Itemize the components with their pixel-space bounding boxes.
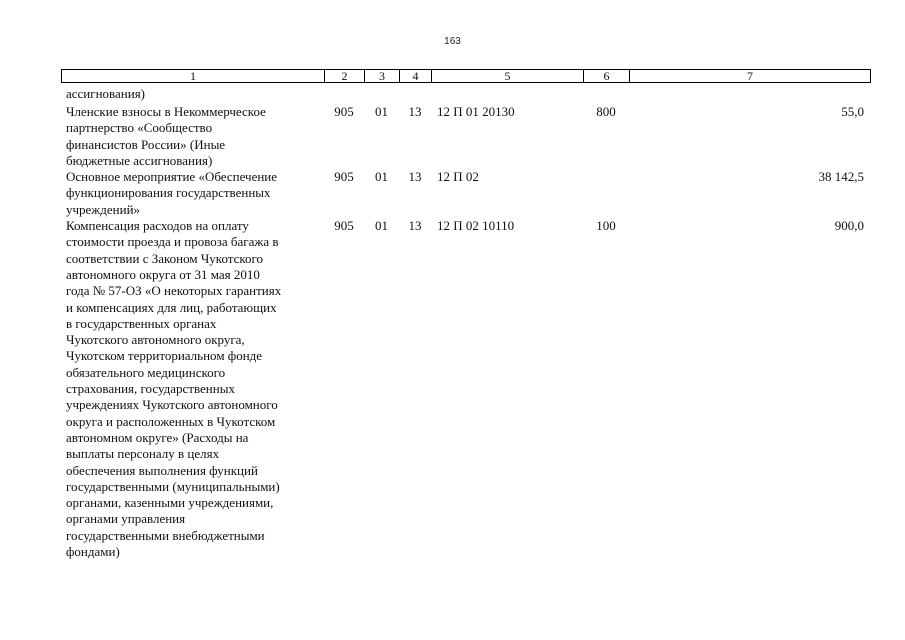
row-name-line: финансистов России» (Иные (66, 136, 226, 152)
header-col-3: 3 (365, 70, 400, 82)
table-row (61, 169, 869, 218)
row-name-line: обеспечения выполнения функций (66, 462, 258, 478)
row-name-line: Компенсация расходов на оплату (66, 218, 249, 234)
row-name-line: Основное мероприятие «Обеспечение (66, 169, 278, 185)
header-col-5: 5 (432, 70, 584, 82)
row-name-line: функционирования государственных (66, 185, 271, 201)
row-name-line: партнерство «Сообщество (66, 120, 213, 136)
row-code: 905 (334, 104, 354, 119)
row-name-line: обязательного медицинского (66, 364, 226, 380)
table-row (61, 218, 869, 560)
row-target-article: 12 П 01 20130 (437, 104, 515, 119)
row-target-article: 12 П 02 (437, 169, 479, 185)
row-expense-type: 100 (596, 218, 616, 234)
row-name-line: органами управления (66, 511, 186, 527)
row-name-line: стоимости проезда и провоза багажа в (66, 234, 279, 250)
row-name-line: государственными внебюджетными (66, 527, 265, 543)
header-col-1: 1 (62, 70, 325, 82)
page-number: 163 (444, 36, 461, 47)
row-name-line: автономном округе» (Расходы на (66, 429, 249, 445)
row-section: 01 (375, 169, 388, 185)
row-subsection: 13 (408, 169, 422, 185)
row-name-continuation: ассигнования) (66, 86, 146, 101)
row-amount: 900,0 (834, 218, 864, 234)
header-col-6: 6 (584, 70, 630, 82)
row-name-line: органами, казенными учреждениями, (66, 495, 274, 511)
row-subsection: 13 (408, 218, 422, 234)
row-name-line: бюджетные ассигнования) (66, 152, 213, 168)
table-body (61, 88, 869, 560)
row-name-line: года № 57-ОЗ «О некоторых гарантиях (66, 283, 282, 299)
row-name-line: Чукотском территориальном фонде (66, 348, 263, 364)
row-name-line: учреждений» (66, 201, 141, 217)
row-name-line: соответствии с Законом Чукотского (66, 250, 264, 266)
row-name-line: Членские взносы в Некоммерческое (66, 104, 266, 119)
row-name-line: округа и расположенных в Чукотском (66, 413, 276, 429)
row-name-line: фондами) (66, 544, 120, 560)
row-name-line: и компенсациях для лиц, работающих (66, 299, 277, 315)
row-section: 01 (375, 104, 388, 119)
row-name (61, 104, 324, 169)
row-section: 01 (375, 218, 388, 234)
row-name-line: Чукотского автономного округа, (66, 332, 245, 348)
row-subsection: 13 (408, 104, 422, 119)
row-name (61, 169, 324, 218)
table-row (61, 104, 869, 169)
row-name-line: автономного округа от 31 мая 2010 (66, 266, 260, 282)
row-name-line: государственными (муниципальными) (66, 478, 280, 494)
row-name-line: выплаты персоналу в целях (66, 446, 220, 462)
row-amount: 55,0 (841, 104, 864, 119)
row-name-line: страхования, государственных (66, 381, 235, 397)
table-header-row (61, 69, 871, 83)
row-code: 905 (334, 169, 354, 185)
table-row-continuation (61, 88, 869, 104)
row-target-article: 12 П 02 10110 (437, 218, 515, 234)
row-expense-type: 800 (596, 104, 616, 119)
row-name-line: учреждениях Чукотского автономного (66, 397, 278, 413)
header-col-4: 4 (400, 70, 432, 82)
header-col-2: 2 (325, 70, 365, 82)
row-code: 905 (334, 218, 354, 234)
row-name-line: в государственных органах (66, 315, 217, 331)
row-amount: 38 142,5 (818, 169, 864, 185)
row-name (61, 218, 324, 560)
header-col-7: 7 (747, 69, 753, 83)
